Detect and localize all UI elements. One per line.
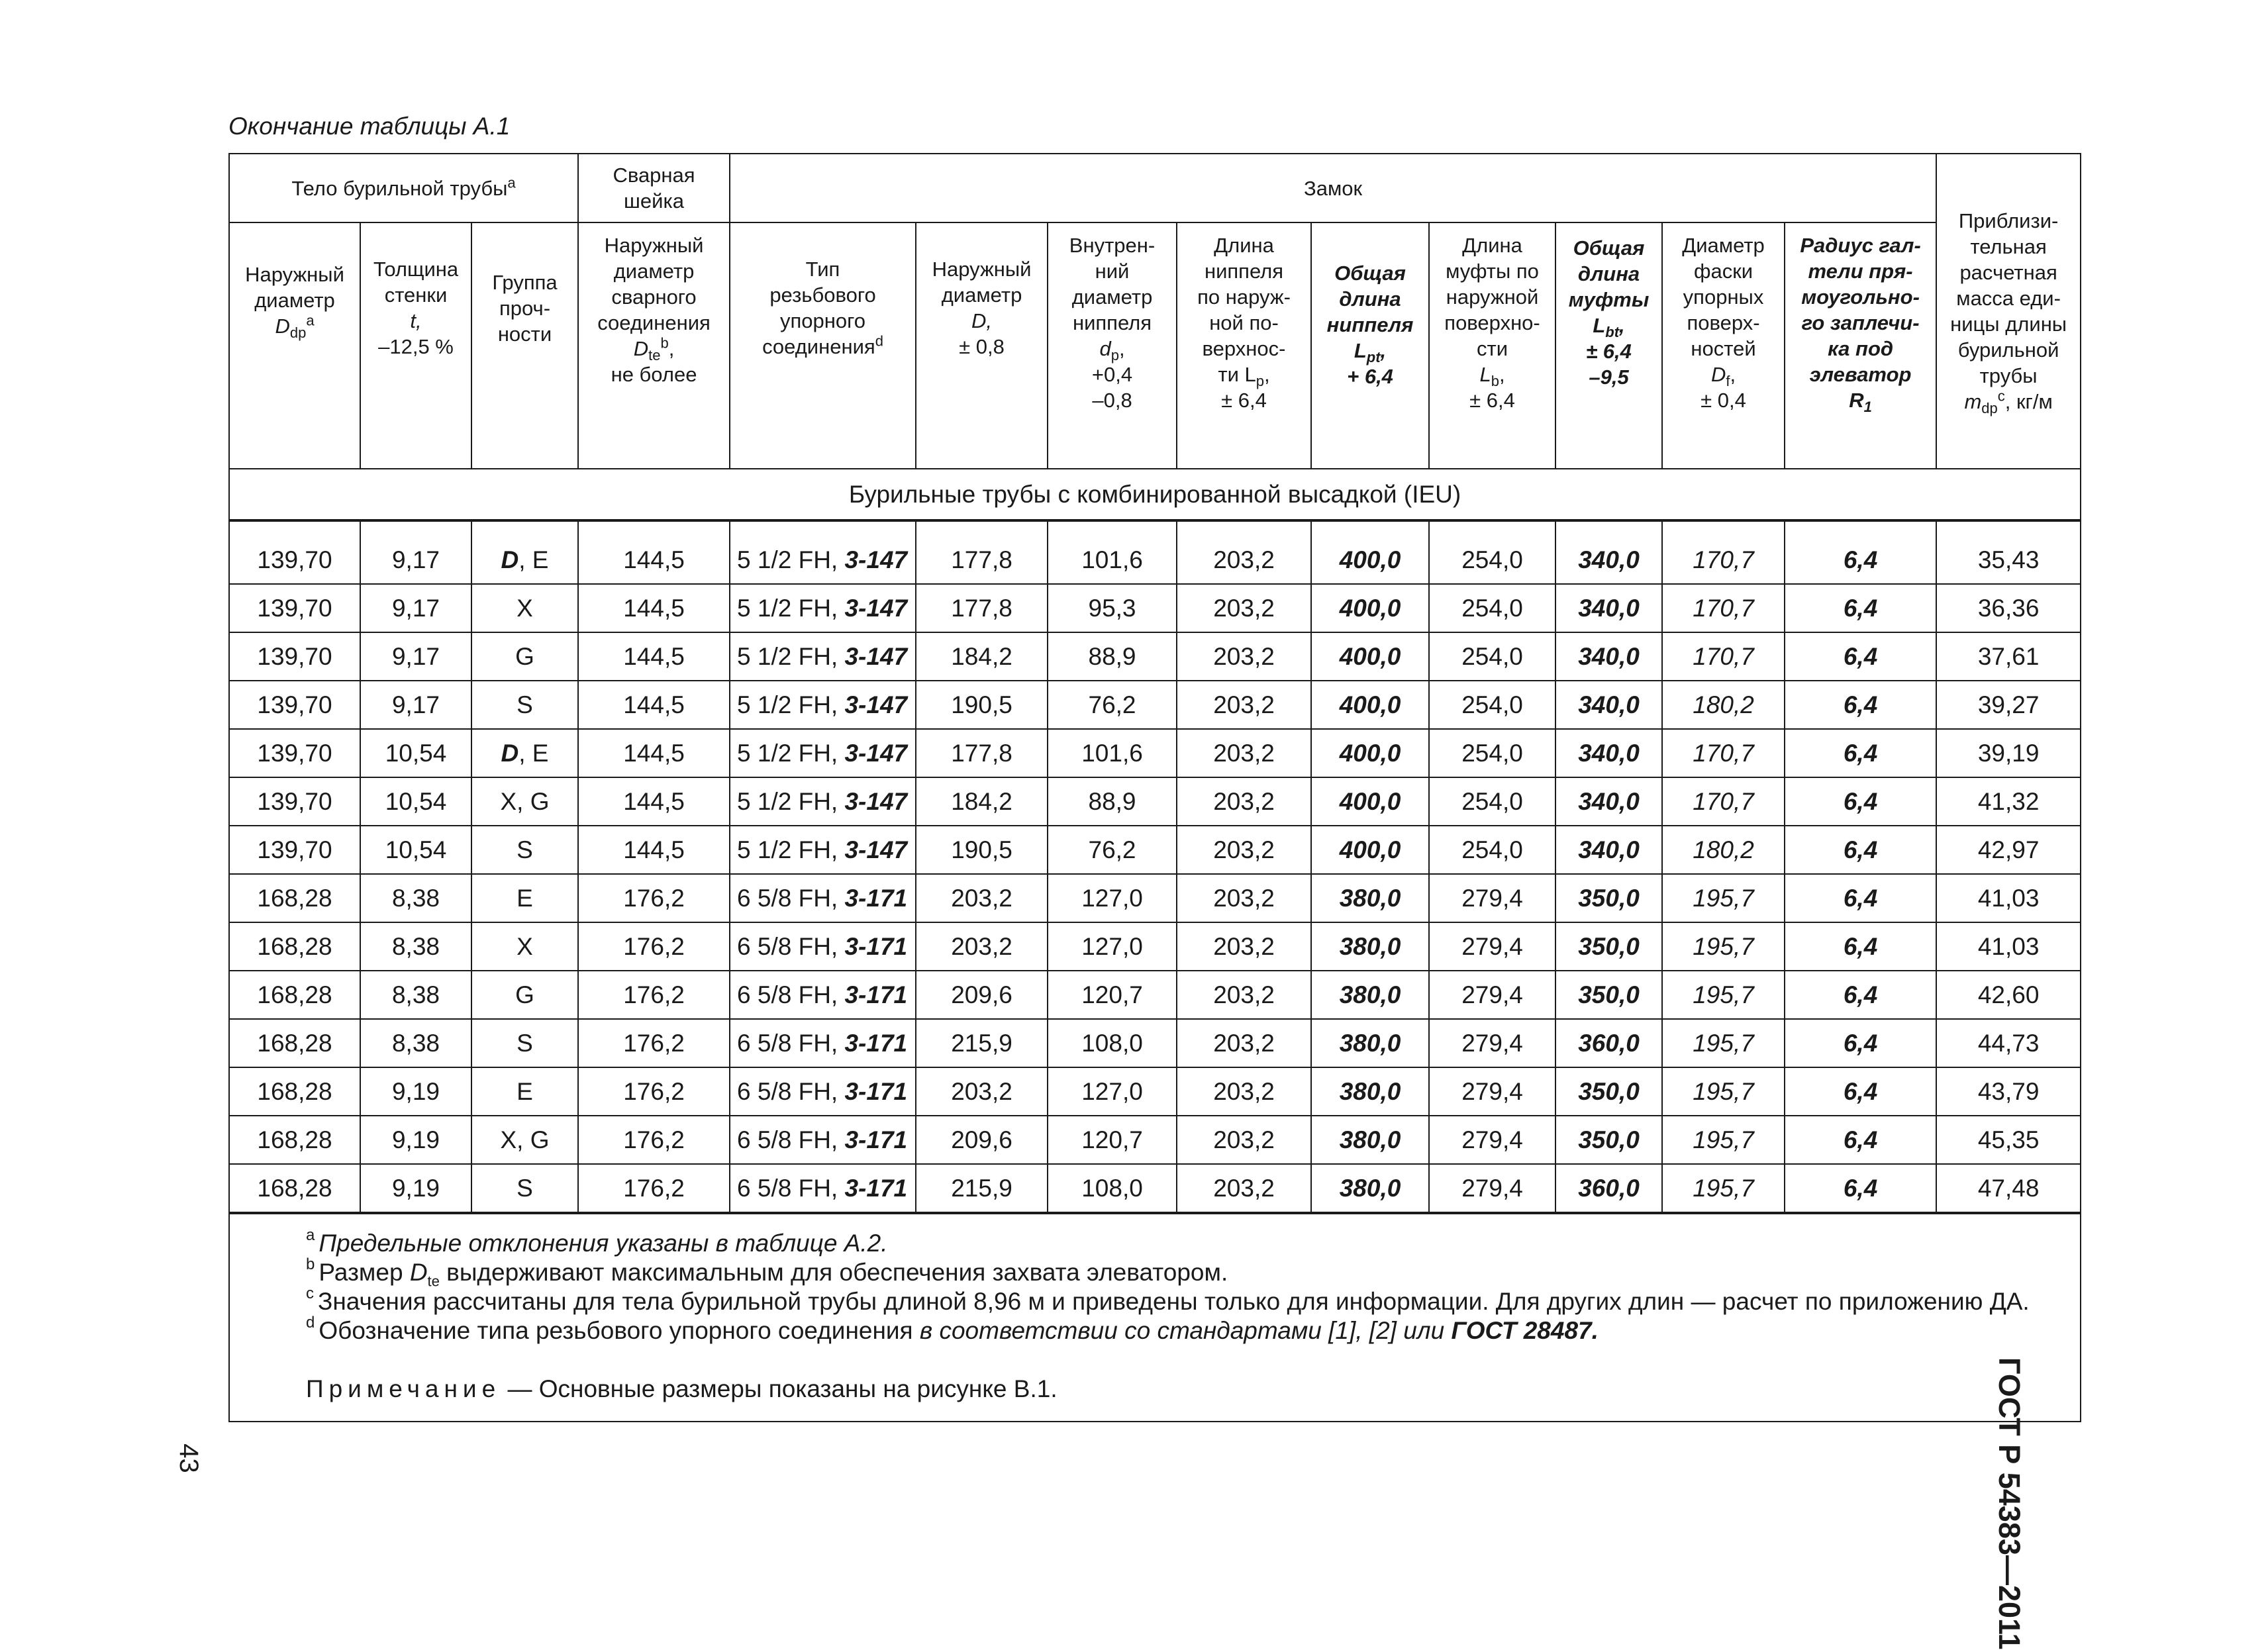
table-cell: 184,2 [916, 777, 1048, 826]
table-cell: G [471, 971, 578, 1019]
table-cell: 176,2 [578, 1019, 730, 1067]
table-cell: D, E [471, 729, 578, 777]
table-cell: 8,38 [360, 874, 471, 922]
footnote-c: $^c$ Значения рассчитаны для тела бурильной трубы длиной 8,96 м и приведены только для информации. Для других длин — расчет по приложению ДА. [306, 1284, 2030, 1315]
table-cell: 41,03 [1936, 922, 2081, 971]
table-cell: 170,7 [1662, 729, 1785, 777]
table-cell: 5 1/2 FH, 3-147 [730, 681, 916, 729]
header-mass: Приблизи- тельная расчетная масса еди- ницы длины бурильной трубы $m_{dp}^c$, кг/м [1936, 154, 2081, 469]
table-cell: 5 1/2 FH, 3-147 [730, 826, 916, 874]
header-wall-thickness: Толщина стенки t, –12,5 % [360, 222, 471, 469]
table-row [229, 826, 2081, 874]
table-cell: X [471, 922, 578, 971]
table-cell: 139,70 [229, 520, 360, 584]
table-cell: 279,4 [1429, 1164, 1555, 1213]
table-cell: 37,61 [1936, 632, 2081, 681]
table-cell: S [471, 826, 578, 874]
table-cell: 170,7 [1662, 520, 1785, 584]
table-row [229, 632, 2081, 681]
table-cell: 350,0 [1555, 874, 1662, 922]
table-cell: 380,0 [1311, 922, 1429, 971]
table-cell: 36,36 [1936, 584, 2081, 632]
table-cell: 144,5 [578, 826, 730, 874]
table-cell: 203,2 [1177, 681, 1311, 729]
table-row [229, 1067, 2081, 1116]
group-header-weld-neck: Сварная шейка [578, 154, 730, 222]
table-cell: 6,4 [1785, 584, 1936, 632]
table-cell: 184,2 [916, 632, 1048, 681]
table-cell: 108,0 [1048, 1164, 1177, 1213]
header-joint-outer-diameter: Наружный диаметр D, ± 0,8 [916, 222, 1048, 469]
table-cell: 6,4 [1785, 681, 1936, 729]
table-cell: 44,73 [1936, 1019, 2081, 1067]
table-cell: 209,6 [916, 1116, 1048, 1164]
drill-pipe-table [228, 153, 2081, 1422]
table-cell: 350,0 [1555, 1116, 1662, 1164]
table-cell: 144,5 [578, 584, 730, 632]
table-cell: 76,2 [1048, 826, 1177, 874]
table-cell: 176,2 [578, 971, 730, 1019]
table-cell: 139,70 [229, 777, 360, 826]
table-cell: 6,4 [1785, 1019, 1936, 1067]
table-cell: 144,5 [578, 729, 730, 777]
table-cell: 254,0 [1429, 729, 1555, 777]
table-cell: 168,28 [229, 1164, 360, 1213]
table-cell: 6,4 [1785, 922, 1936, 971]
table-cell: 139,70 [229, 826, 360, 874]
table-cell: 41,32 [1936, 777, 2081, 826]
table-cell: 400,0 [1311, 826, 1429, 874]
table-cell: 360,0 [1555, 1164, 1662, 1213]
table-cell: 6,4 [1785, 729, 1936, 777]
table-cell: 9,19 [360, 1067, 471, 1116]
table-cell: 177,8 [916, 729, 1048, 777]
table-cell: 203,2 [1177, 1164, 1311, 1213]
table-cell: 215,9 [916, 1019, 1048, 1067]
table-cell: 180,2 [1662, 681, 1785, 729]
table-cell: 6,4 [1785, 1164, 1936, 1213]
table-cell: 177,8 [916, 520, 1048, 584]
table-cell: 9,19 [360, 1164, 471, 1213]
table-cell: 8,38 [360, 922, 471, 971]
table-row [229, 922, 2081, 971]
table-cell: 340,0 [1555, 584, 1662, 632]
table-cell: 190,5 [916, 826, 1048, 874]
table-cell: 254,0 [1429, 777, 1555, 826]
header-weld-outer-diameter: Наружный диаметр сварного соединения $D_{te}^b$, не более [578, 222, 730, 469]
table-cell: 168,28 [229, 1067, 360, 1116]
table-cell: 279,4 [1429, 1116, 1555, 1164]
table-cell: 254,0 [1429, 681, 1555, 729]
table-cell: D, E [471, 520, 578, 584]
table-cell: 170,7 [1662, 632, 1785, 681]
table-cell: 254,0 [1429, 584, 1555, 632]
table-cell: 195,7 [1662, 1019, 1785, 1067]
table-cell: 380,0 [1311, 1164, 1429, 1213]
header-pin-inner-diameter: Внутрен- ний диаметр ниппеля $d_p$, +0,4 –0,8 [1048, 222, 1177, 469]
table-cell: 203,2 [1177, 922, 1311, 971]
section-header: Бурильные трубы с комбинированной высадкой (IEU) [229, 469, 2081, 520]
header-connection-type: Тип резьбового упорного соединения$^d$ [730, 222, 916, 469]
table-cell: 400,0 [1311, 584, 1429, 632]
table-cell: E [471, 874, 578, 922]
table-cell: 168,28 [229, 922, 360, 971]
table-cell: 6,4 [1785, 971, 1936, 1019]
table-cell: 176,2 [578, 1164, 730, 1213]
table-cell: 6,4 [1785, 520, 1936, 584]
table-cell: 400,0 [1311, 729, 1429, 777]
table-cell: 5 1/2 FH, 3-147 [730, 520, 916, 584]
header-strength-grade: Группа проч- ности [471, 222, 578, 469]
table-cell: 340,0 [1555, 826, 1662, 874]
table-cell: 400,0 [1311, 777, 1429, 826]
table-cell: 380,0 [1311, 1116, 1429, 1164]
table-cell: 6 5/8 FH, 3-171 [730, 874, 916, 922]
table-cell: 5 1/2 FH, 3-147 [730, 729, 916, 777]
table-cell: 340,0 [1555, 520, 1662, 584]
footnotes [229, 1213, 2081, 1422]
table-note: Примечание — Основные размеры показаны на рисунке В.1. [306, 1375, 1058, 1402]
table-cell: 203,2 [1177, 1067, 1311, 1116]
table-cell: 279,4 [1429, 1067, 1555, 1116]
table-cell: 180,2 [1662, 826, 1785, 874]
table-cell: 9,17 [360, 520, 471, 584]
table-cell: 195,7 [1662, 1067, 1785, 1116]
footnote-b: $^b$ Размер $D_{te}$ выдерживают максимальным для обеспечения захвата элеватором. [306, 1255, 1228, 1290]
table-cell: 9,17 [360, 584, 471, 632]
table-cell: 360,0 [1555, 1019, 1662, 1067]
table-cell: S [471, 1019, 578, 1067]
table-cell: 176,2 [578, 1116, 730, 1164]
table-cell: 6 5/8 FH, 3-171 [730, 1019, 916, 1067]
table-cell: E [471, 1067, 578, 1116]
table-cell: 88,9 [1048, 777, 1177, 826]
table-cell: 203,2 [1177, 584, 1311, 632]
table-cell: 9,19 [360, 1116, 471, 1164]
table-cell: 380,0 [1311, 1019, 1429, 1067]
table-cell: 190,5 [916, 681, 1048, 729]
table-cell: 195,7 [1662, 874, 1785, 922]
group-header-tool-joint: Замок [730, 154, 1936, 222]
table-cell: 9,17 [360, 681, 471, 729]
table-cell: 350,0 [1555, 1067, 1662, 1116]
table-cell: 47,48 [1936, 1164, 2081, 1213]
table-cell: 5 1/2 FH, 3-147 [730, 777, 916, 826]
table-cell: 203,2 [1177, 520, 1311, 584]
table-cell: 176,2 [578, 874, 730, 922]
table-cell: 380,0 [1311, 874, 1429, 922]
table-cell: 203,2 [1177, 632, 1311, 681]
table-cell: 139,70 [229, 681, 360, 729]
table-cell: 400,0 [1311, 520, 1429, 584]
table-cell: 95,3 [1048, 584, 1177, 632]
table-cell: 6,4 [1785, 777, 1936, 826]
table-cell: 195,7 [1662, 922, 1785, 971]
table-cell: 9,17 [360, 632, 471, 681]
table-cell: 176,2 [578, 922, 730, 971]
table-cell: 144,5 [578, 681, 730, 729]
table-cell: 380,0 [1311, 971, 1429, 1019]
table-cell: X [471, 584, 578, 632]
table-cell: 203,2 [1177, 1019, 1311, 1067]
table-cell: 43,79 [1936, 1067, 2081, 1116]
table-cell: 8,38 [360, 971, 471, 1019]
table-cell: 5 1/2 FH, 3-147 [730, 584, 916, 632]
table-cell: 203,2 [1177, 777, 1311, 826]
table-cell: 340,0 [1555, 681, 1662, 729]
table-row [229, 1116, 2081, 1164]
table-cell: 120,7 [1048, 1116, 1177, 1164]
table-cell: 45,35 [1936, 1116, 2081, 1164]
table-row [229, 1019, 2081, 1067]
table-cell: 215,9 [916, 1164, 1048, 1213]
table-cell: 42,60 [1936, 971, 2081, 1019]
document-id: ГОСТ Р 54383—2011 [1993, 1357, 2026, 1650]
table-caption: Окончание таблицы А.1 [228, 113, 511, 140]
table-cell: 139,70 [229, 632, 360, 681]
group-header-pipe-body: Тело бурильной трубы$^a$ [229, 154, 578, 222]
table-cell: 203,2 [1177, 1116, 1311, 1164]
table-cell: 41,03 [1936, 874, 2081, 922]
table-cell: 177,8 [916, 584, 1048, 632]
table-cell: 340,0 [1555, 632, 1662, 681]
table-cell: 203,2 [916, 922, 1048, 971]
table-row [229, 729, 2081, 777]
table-cell: 76,2 [1048, 681, 1177, 729]
table-cell: 6,4 [1785, 826, 1936, 874]
header-outer-diameter: Наружный диаметр $D_{dp}^a$ [229, 222, 360, 469]
table-cell: 203,2 [1177, 729, 1311, 777]
table-cell: 279,4 [1429, 971, 1555, 1019]
table-cell: S [471, 1164, 578, 1213]
table-cell: 279,4 [1429, 1019, 1555, 1067]
header-shoulder-radius: Радиус гал- тели пря- моугольно- го заплечи- ка под элеватор $R_1$ [1785, 222, 1936, 469]
table-cell: 6 5/8 FH, 3-171 [730, 971, 916, 1019]
header-bevel-diameter: Диаметр фаски упорных поверх- ностей $D_f$, ± 0,4 [1662, 222, 1785, 469]
table-cell: 120,7 [1048, 971, 1177, 1019]
table-cell: 139,70 [229, 729, 360, 777]
footnote-d: $^d$ Обозначение типа резьбового упорного соединения в соответствии со стандартами [1], [2] или ГОСТ 28487. [306, 1313, 1599, 1344]
table-cell: 6 5/8 FH, 3-171 [730, 922, 916, 971]
table-cell: 6,4 [1785, 874, 1936, 922]
table-cell: 144,5 [578, 520, 730, 584]
table-cell: X, G [471, 1116, 578, 1164]
table-cell: 108,0 [1048, 1019, 1177, 1067]
table-cell: 39,19 [1936, 729, 2081, 777]
table-cell: 35,43 [1936, 520, 2081, 584]
table-cell: 203,2 [1177, 971, 1311, 1019]
table-cell: 195,7 [1662, 971, 1785, 1019]
table-row [229, 1164, 2081, 1213]
table-cell: 139,70 [229, 584, 360, 632]
table-row [229, 584, 2081, 632]
table-cell: 203,2 [916, 874, 1048, 922]
table-cell: 10,54 [360, 826, 471, 874]
table-cell: 144,5 [578, 632, 730, 681]
table-body [229, 520, 2081, 1213]
table-row [229, 874, 2081, 922]
table-cell: 127,0 [1048, 922, 1177, 971]
table-cell: 168,28 [229, 874, 360, 922]
table-cell: 400,0 [1311, 632, 1429, 681]
table-cell: 350,0 [1555, 971, 1662, 1019]
table-cell: 144,5 [578, 777, 730, 826]
table-cell: 6 5/8 FH, 3-171 [730, 1164, 916, 1213]
table-cell: 10,54 [360, 729, 471, 777]
table-cell: 170,7 [1662, 777, 1785, 826]
table-cell: 6,4 [1785, 632, 1936, 681]
table-cell: 127,0 [1048, 1067, 1177, 1116]
table-row [229, 971, 2081, 1019]
table-cell: 279,4 [1429, 874, 1555, 922]
table-cell: 279,4 [1429, 922, 1555, 971]
table-cell: 6,4 [1785, 1116, 1936, 1164]
table-cell: 203,2 [1177, 874, 1311, 922]
header-pin-total-length: Общая длина ниппеля $L_{pt}$, + 6,4 [1311, 222, 1429, 469]
table-cell: 170,7 [1662, 584, 1785, 632]
table-cell: 168,28 [229, 1116, 360, 1164]
table-cell: 254,0 [1429, 632, 1555, 681]
footnote-a: $^a$ Предельные отклонения указаны в таблице А.2. [306, 1226, 888, 1257]
table-cell: 350,0 [1555, 922, 1662, 971]
table-cell: G [471, 632, 578, 681]
table-cell: 101,6 [1048, 729, 1177, 777]
table-row [229, 681, 2081, 729]
table-cell: 203,2 [1177, 826, 1311, 874]
table-cell: 10,54 [360, 777, 471, 826]
table-cell: 6 5/8 FH, 3-171 [730, 1116, 916, 1164]
table-cell: 88,9 [1048, 632, 1177, 681]
table-row [229, 520, 2081, 584]
table-cell: 8,38 [360, 1019, 471, 1067]
table-cell: 209,6 [916, 971, 1048, 1019]
table-row [229, 777, 2081, 826]
table-cell: 6 5/8 FH, 3-171 [730, 1067, 916, 1116]
table-cell: 5 1/2 FH, 3-147 [730, 632, 916, 681]
table-cell: 168,28 [229, 971, 360, 1019]
table-cell: 195,7 [1662, 1164, 1785, 1213]
table-cell: 168,28 [229, 1019, 360, 1067]
header-box-total-length: Общая длина муфты $L_{bt}$, ± 6,4 –9,5 [1555, 222, 1662, 469]
table-cell: 340,0 [1555, 729, 1662, 777]
table-cell: 42,97 [1936, 826, 2081, 874]
header-pin-length: Длина ниппеля по наруж- ной по- верхнос- ти $L_p$, ± 6,4 [1177, 222, 1311, 469]
table-cell: S [471, 681, 578, 729]
table-cell: 39,27 [1936, 681, 2081, 729]
table-cell: 203,2 [916, 1067, 1048, 1116]
table-cell: 195,7 [1662, 1116, 1785, 1164]
table-cell: 254,0 [1429, 826, 1555, 874]
table-cell: 400,0 [1311, 681, 1429, 729]
table-cell: 254,0 [1429, 520, 1555, 584]
table-cell: 127,0 [1048, 874, 1177, 922]
table-cell: 380,0 [1311, 1067, 1429, 1116]
header-box-length: Длина муфты по наружной поверхно- сти $L_b$, ± 6,4 [1429, 222, 1555, 469]
table-cell: 176,2 [578, 1067, 730, 1116]
page-number: 43 [173, 1443, 203, 1473]
table-cell: 101,6 [1048, 520, 1177, 584]
table-cell: 340,0 [1555, 777, 1662, 826]
table-cell: X, G [471, 777, 578, 826]
table-cell: 6,4 [1785, 1067, 1936, 1116]
